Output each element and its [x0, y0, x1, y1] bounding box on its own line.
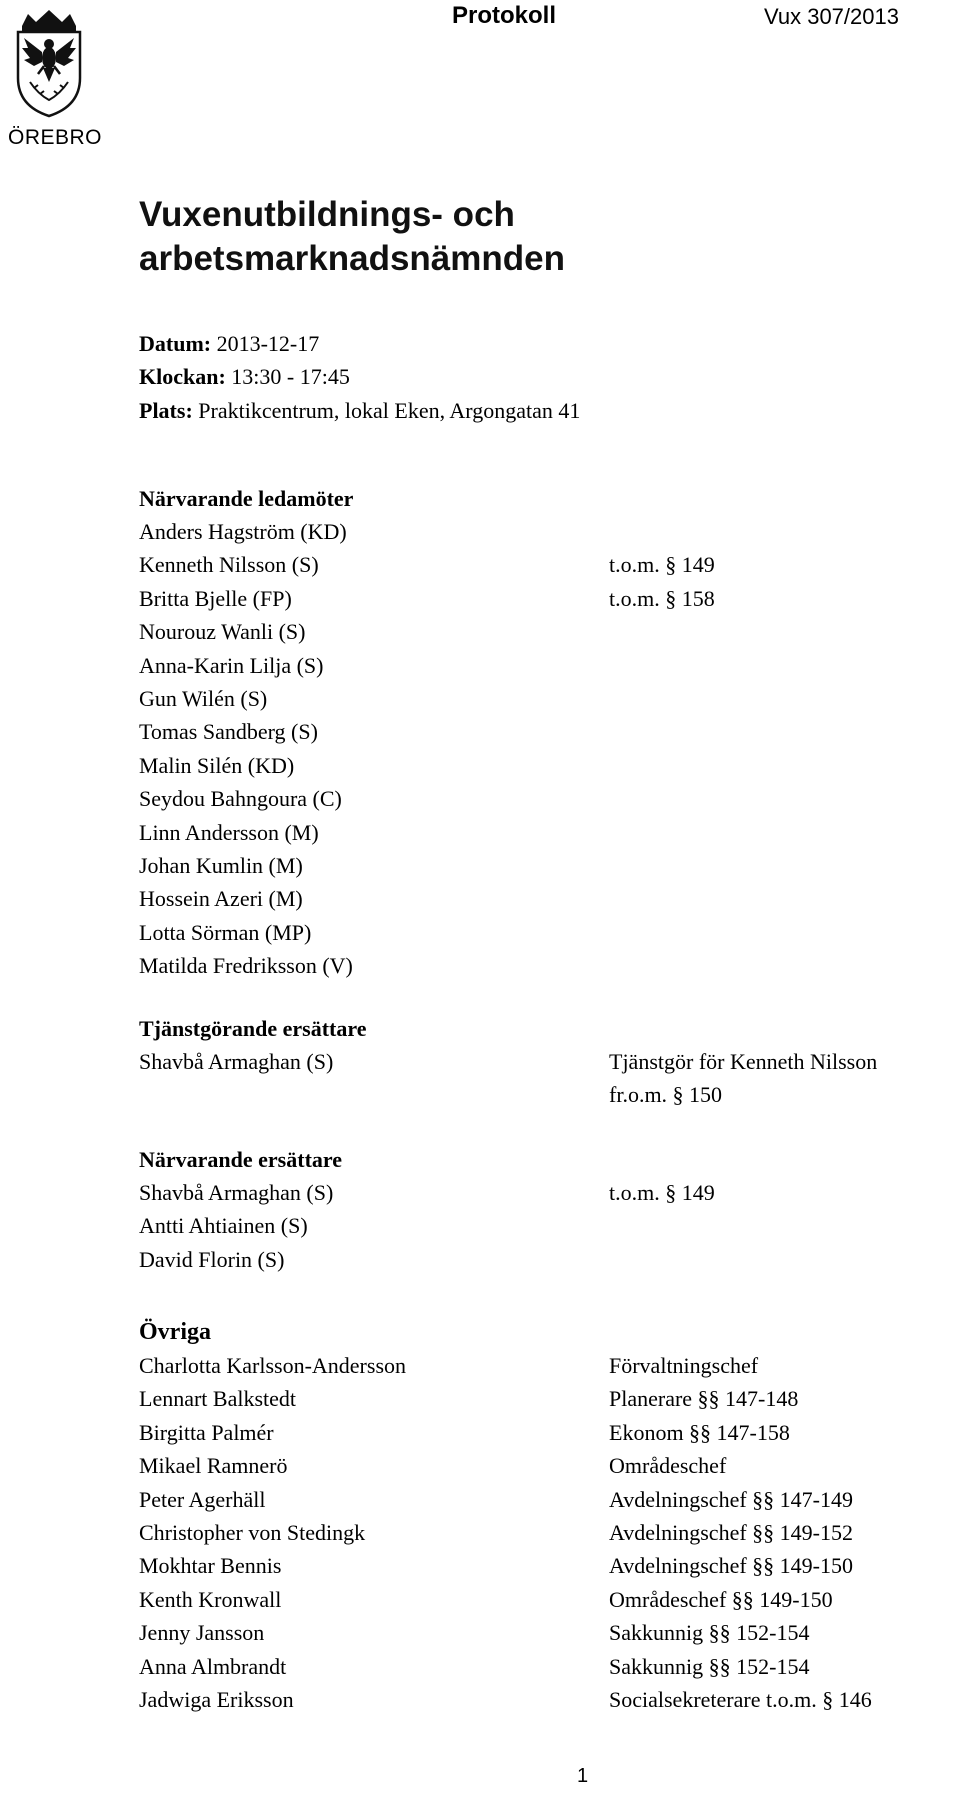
list-item: [139, 1243, 342, 1276]
serving-substitutes-section: [139, 1012, 878, 1112]
present-members-heading: Närvarande ledamöter: [139, 486, 354, 511]
person-name: Mikael Ramnerö: [139, 1453, 288, 1479]
document-type: Protokoll: [452, 2, 557, 29]
list-item: [139, 1209, 342, 1242]
others-heading: Övriga: [139, 1319, 211, 1345]
list-item: [139, 1616, 810, 1649]
list-item: [139, 715, 353, 748]
list-item: [139, 1176, 715, 1209]
person-note: Sakkunnig §§ 152-154: [609, 1620, 810, 1646]
serving-substitutes-heading: Tjänstgörande ersättare: [139, 1016, 367, 1041]
person-note: Områdeschef §§ 149-150: [609, 1586, 833, 1612]
person-note: t.o.m. § 149: [609, 552, 715, 578]
list-item: [139, 1683, 872, 1716]
person-name: Johan Kumlin (M): [139, 852, 303, 878]
list-item: [139, 582, 715, 615]
list-item: [139, 782, 353, 815]
list-item: [139, 1382, 799, 1415]
person-name: Kenneth Nilsson (S): [139, 552, 319, 578]
person-name: Jadwiga Eriksson: [139, 1686, 294, 1712]
person-note: Områdeschef: [609, 1453, 727, 1479]
list-item: [139, 1078, 723, 1111]
list-item: [139, 1045, 878, 1078]
person-name: Linn Andersson (M): [139, 819, 319, 845]
present-substitutes-heading: Närvarande ersättare: [139, 1147, 343, 1172]
list-item: [139, 1549, 853, 1582]
list-item: [139, 649, 353, 682]
person-name: Christopher von Stedingk: [139, 1519, 366, 1545]
list-item: [139, 1416, 790, 1449]
list-item: [139, 882, 353, 915]
person-note: Planerare §§ 147-148: [609, 1386, 799, 1412]
person-name: Birgitta Palmér: [139, 1419, 274, 1445]
others-list: [139, 1349, 872, 1716]
logo-text: ÖREBRO: [8, 126, 103, 149]
person-name: Lotta Sörman (MP): [139, 919, 312, 945]
person-name: Matilda Fredriksson (V): [139, 953, 353, 979]
time-row: [139, 360, 580, 393]
list-item: [139, 849, 353, 882]
list-item: [139, 515, 353, 548]
person-name: Nourouz Wanli (S): [139, 619, 306, 645]
person-name: Seydou Bahngoura (C): [139, 786, 342, 812]
serving-substitutes-list: [139, 1045, 878, 1112]
list-item: [139, 548, 715, 581]
person-note: Avdelningschef §§ 149-152: [609, 1519, 853, 1545]
person-name: Anna Almbrandt: [139, 1653, 287, 1679]
person-note: Avdelningschef §§ 149-150: [609, 1553, 853, 1579]
person-name: Peter Agerhäll: [139, 1486, 266, 1512]
person-name: Anders Hagström (KD): [139, 519, 347, 544]
list-item: [139, 1516, 853, 1549]
person-note: Ekonom §§ 147-158: [609, 1419, 790, 1445]
person-name: Britta Bjelle (FP): [139, 585, 292, 611]
list-item: [139, 1483, 853, 1516]
title-line-2: arbetsmarknadsnämnden: [139, 239, 565, 278]
orebro-coat-of-arms-icon: [8, 8, 103, 149]
person-name: David Florin (S): [139, 1246, 285, 1272]
list-item: [139, 949, 353, 982]
person-name: Kenth Kronwall: [139, 1586, 282, 1612]
person-note: fr.o.m. § 150: [609, 1082, 723, 1108]
meeting-info: [139, 327, 580, 427]
list-item: [139, 916, 353, 949]
person-note: Förvaltningschef: [609, 1353, 759, 1378]
list-item: [139, 749, 353, 782]
person-name: Anna-Karin Lilja (S): [139, 652, 324, 678]
person-name: Charlotta Karlsson-Andersson: [139, 1353, 407, 1378]
place-row: [139, 394, 580, 427]
page-title: [139, 193, 565, 281]
time-label: Klockan:: [139, 364, 226, 390]
others-section: [139, 1316, 872, 1716]
list-item: [139, 1650, 810, 1683]
person-name: Mokhtar Bennis: [139, 1553, 282, 1579]
date-label: Datum:: [139, 331, 212, 356]
person-note: t.o.m. § 149: [609, 1180, 715, 1205]
place-label: Plats:: [139, 397, 193, 423]
present-substitutes-section: [139, 1143, 715, 1276]
list-item: [139, 1583, 833, 1616]
list-item: [139, 1449, 727, 1482]
time-value: 13:30 - 17:45: [231, 364, 350, 390]
list-item: [139, 682, 353, 715]
person-name: Jenny Jansson: [139, 1620, 265, 1646]
person-note: Sakkunnig §§ 152-154: [609, 1653, 810, 1679]
present-substitutes-list: [139, 1176, 715, 1276]
list-item: [139, 816, 353, 849]
present-members-section: [139, 482, 715, 982]
person-name: Tomas Sandberg (S): [139, 719, 318, 745]
person-name: Shavbå Armaghan (S): [139, 1049, 334, 1074]
document-number: Vux 307/2013: [764, 4, 899, 29]
person-name: Gun Wilén (S): [139, 685, 268, 711]
person-name: Malin Silén (KD): [139, 752, 295, 778]
person-name: Shavbå Armaghan (S): [139, 1180, 334, 1205]
place-value: Praktikcentrum, lokal Eken, Argongatan 41: [198, 397, 581, 423]
person-name: Hossein Azeri (M): [139, 886, 303, 912]
person-note: Tjänstgör för Kenneth Nilsson: [609, 1049, 878, 1074]
list-item: [139, 615, 353, 648]
present-members-list: [139, 515, 715, 982]
person-name: Antti Ahtiainen (S): [139, 1213, 308, 1239]
page-number: 1: [576, 1765, 589, 1787]
title-line-1: Vuxenutbildnings- och: [139, 195, 515, 234]
person-note: Socialsekreterare t.o.m. § 146: [609, 1686, 872, 1712]
person-note: Avdelningschef §§ 147-149: [609, 1486, 853, 1512]
person-name: Lennart Balkstedt: [139, 1386, 297, 1412]
date-row: [139, 327, 580, 360]
date-value: 2013-12-17: [216, 331, 320, 356]
list-item: [139, 1349, 759, 1382]
person-note: t.o.m. § 158: [609, 585, 715, 611]
